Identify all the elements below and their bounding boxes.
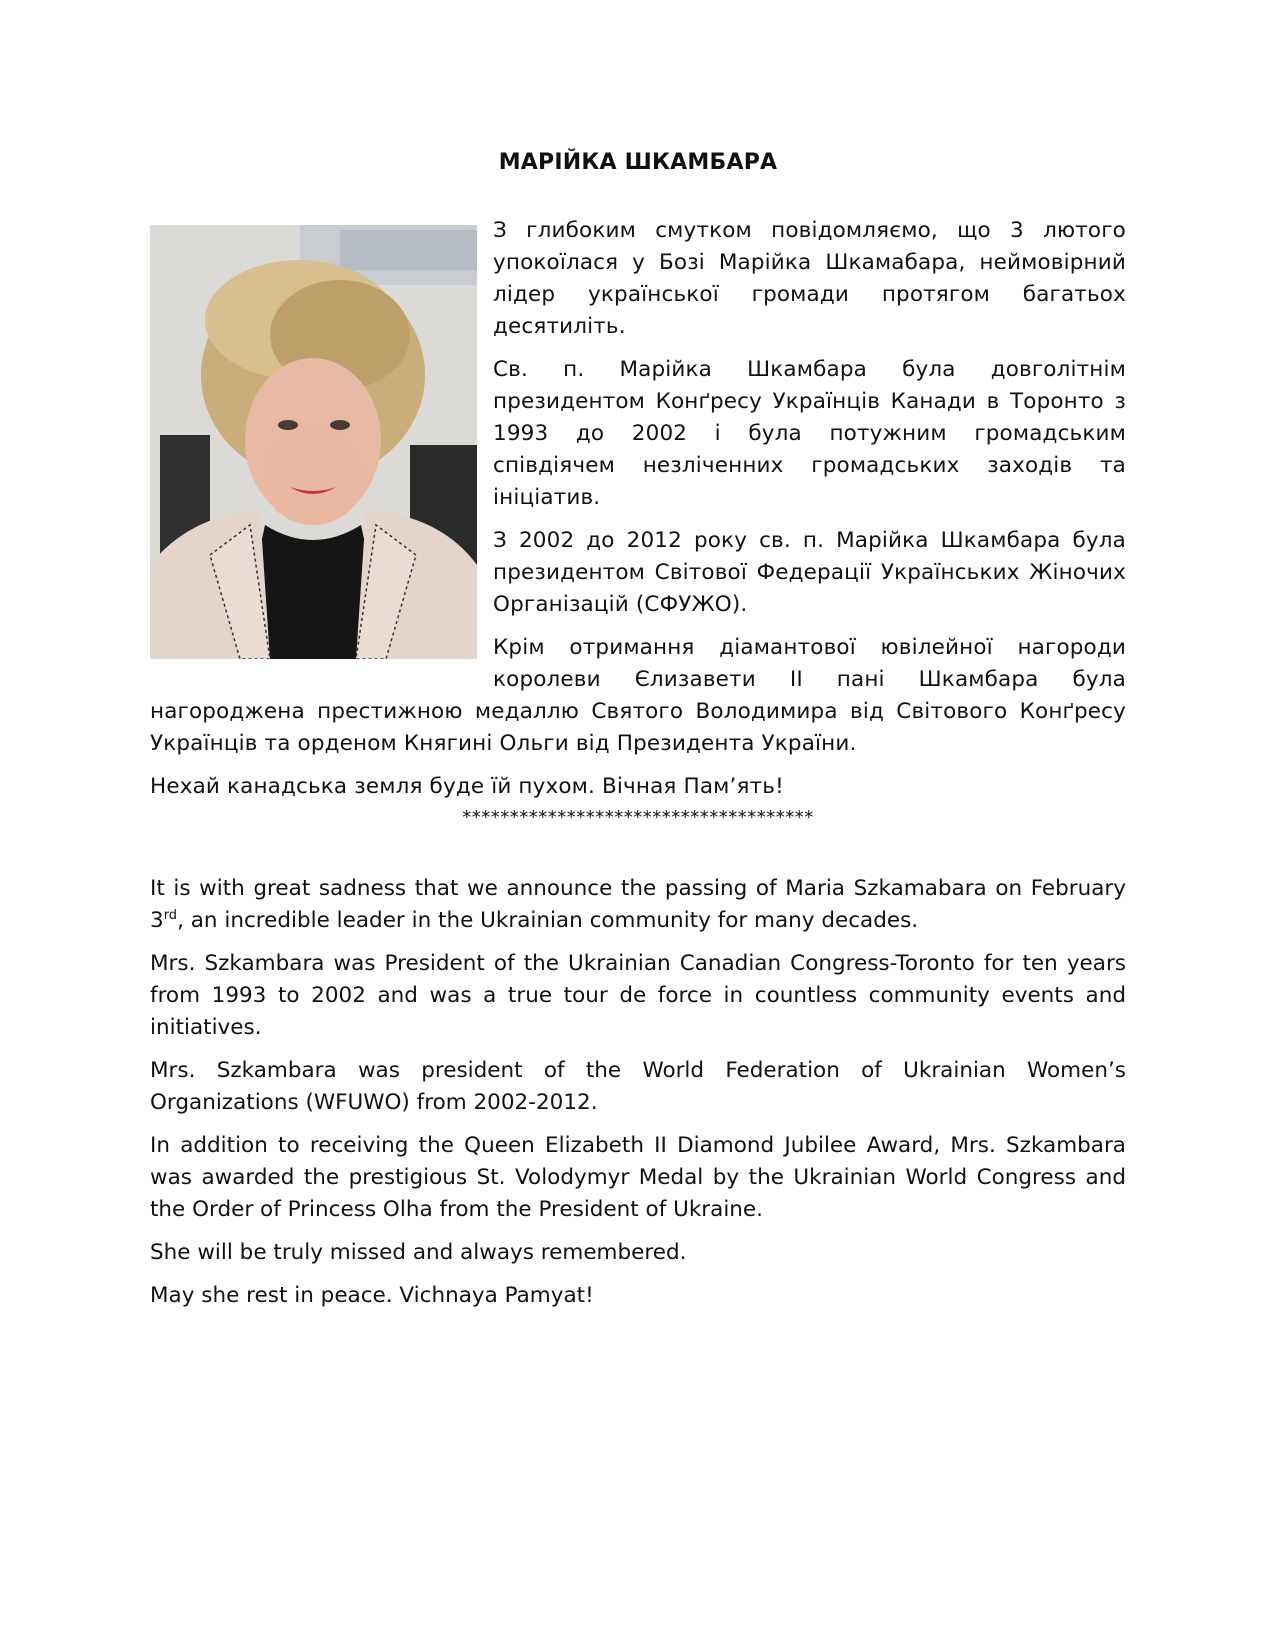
separator: ************************************* [462,807,814,828]
paragraph-ua-1: З глибоким смутком повідомляємо, що 3 лютого упокоїлася у Бозі Марійка Шкамабара, неймовірний лідер української громади протягом багатьох десятиліть. [493,218,1126,339]
paragraph-ua-5: Нехай канадська земля буде їй пухом. Вічная Пам’ять! [150,774,784,799]
paragraph-en-3: Mrs. Szkambara was president of the World Federation of Ukrainian Women’s Organizations (WFUWO) from 2002-2012. [150,1058,1126,1115]
paragraph-ua-3: З 2002 до 2012 року св. п. Марійка Шкамбара була президентом Світової Федерації Українських Жіночих Організацій (СФУЖО). [493,528,1126,617]
paragraph-en-6: May she rest in peace. Vichnaya Pamyat! [150,1283,594,1308]
paragraph-en-1-text-a: It is with great sadness that we announce the passing of Maria Szkamabara on February 3 [150,876,1126,933]
paragraph-en-1 [150,873,1126,937]
paragraph-en-1-text-b: , an incredible leader in the Ukrainian community for many decades. [177,908,919,933]
paragraph-ua-4: Крім отримання діамантової ювілейної нагороди королеви Єлизавети II пані Шкамбара була нагороджена престижною медаллю Святого Володимира від Світового Конґресу Українців та орденом Княгині Ольги від Президента України. [150,635,1126,756]
portrait-photo [150,225,477,659]
paragraph-en-5: She will be truly missed and always remembered. [150,1240,687,1265]
ordinal-suffix: rd [163,907,178,923]
ukrainian-section [150,215,1126,814]
paragraph-en-4: In addition to receiving the Queen Elizabeth II Diamond Jubilee Award, Mrs. Szkambara was awarded the prestigious St. Volodymyr Medal by the Ukrainian World Congress and the Order of Princess Olha from the President of Ukraine. [150,1133,1126,1222]
paragraph-en-2: Mrs. Szkambara was President of the Ukrainian Canadian Congress-Toronto for ten years from 1993 to 2002 and was a true tour de force in countless community events and initiatives. [150,951,1126,1040]
paragraph-ua-2: Св. п. Марійка Шкамбара була довголітнім президентом Конґресу Українців Канади в Торонто з 1993 до 2002 і була потужним громадським співдіячем незліченних громадських заходів та ініціатив. [493,357,1126,510]
english-section [150,873,1126,1323]
page-title: МАРІЙКА ШКАМБАРА [498,150,778,175]
